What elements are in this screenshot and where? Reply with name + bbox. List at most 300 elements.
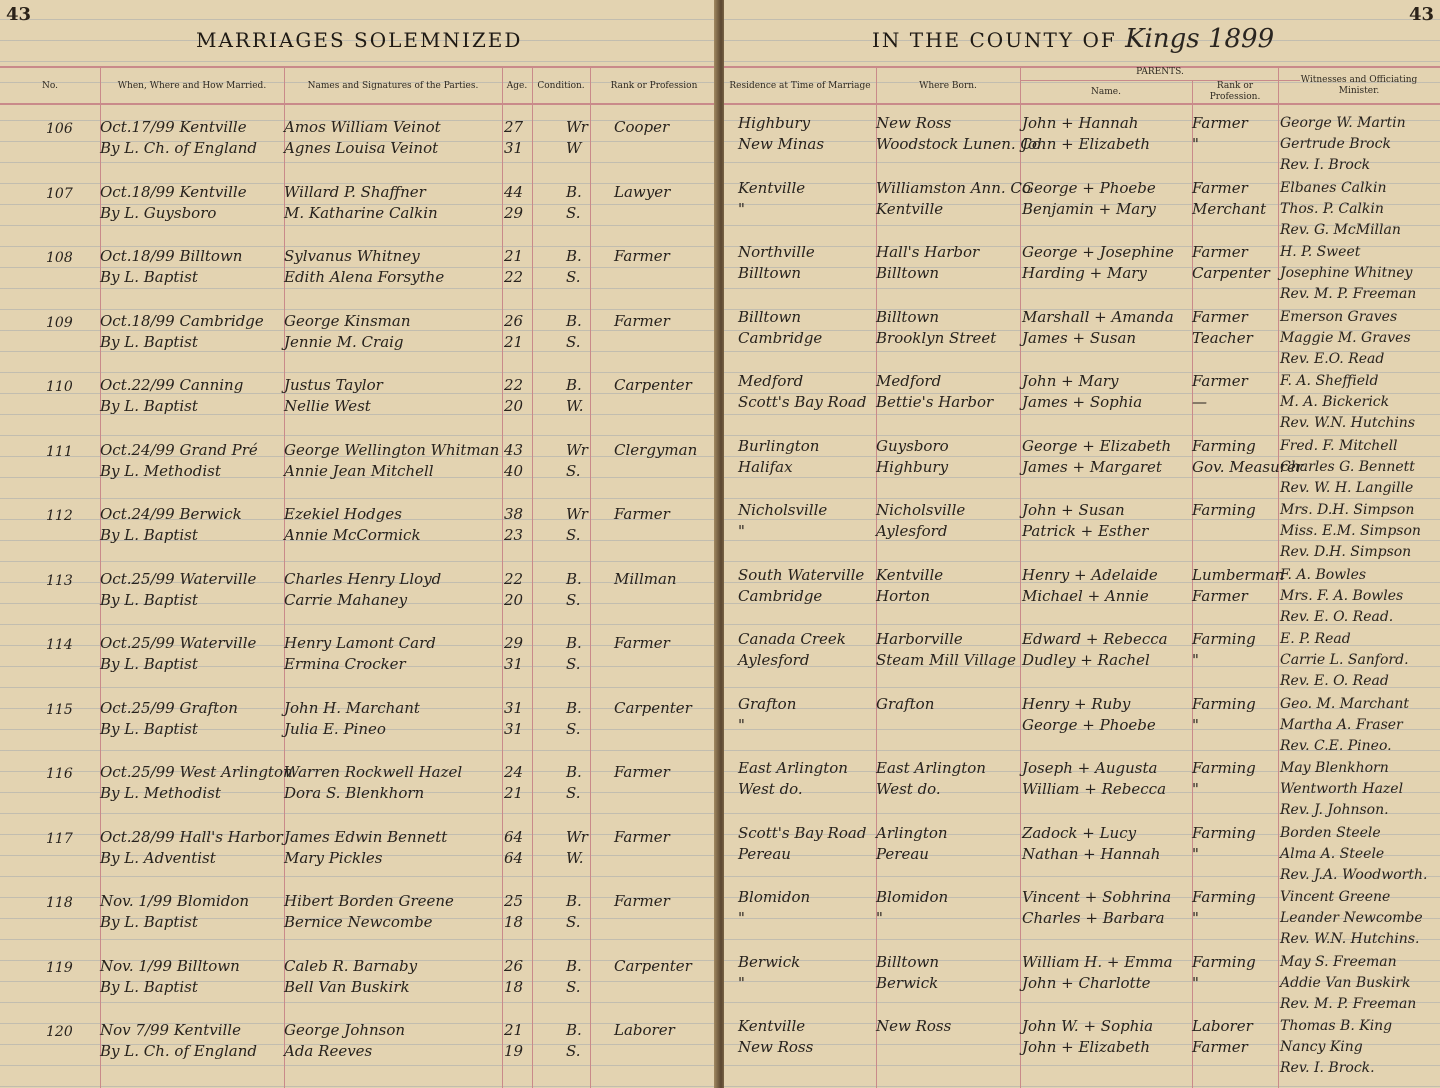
parent-rank: Farming: [1192, 694, 1256, 713]
parent-names: Edward + Rebecca: [1022, 630, 1168, 648]
witness-line: M. A. Bickerick: [1280, 394, 1390, 410]
party-rank: Farmer: [614, 505, 670, 523]
party-condition: B.: [566, 247, 582, 265]
birthplace: Highbury: [876, 457, 949, 476]
birthplace: Woodstock Lunen. Co: [876, 135, 1041, 153]
party-age: 18: [504, 977, 524, 996]
witness-line: Fred. F. Mitchell: [1280, 437, 1398, 454]
parent-rank: Farming: [1192, 436, 1256, 455]
parent-rank: ": [1192, 973, 1199, 992]
party-condition: S.: [566, 590, 581, 609]
parent-rank: —: [1192, 393, 1207, 411]
party-name: Carrie Mahaney: [284, 590, 408, 609]
party-condition: S.: [566, 655, 581, 673]
party-condition: S.: [566, 1042, 581, 1060]
witness-line: Thos. P. Calkin: [1280, 200, 1384, 217]
parent-rank: Farming: [1192, 759, 1256, 777]
party-name: Jennie M. Craig: [284, 332, 404, 351]
residence: ": [738, 522, 745, 540]
marriage-place: By L. Baptist: [100, 590, 198, 609]
residence: Highbury: [738, 114, 811, 132]
column-header-names: Names and Signatures of the Parties.: [307, 80, 479, 91]
birthplace: Blomidon: [876, 888, 949, 906]
residence: Billtown: [738, 307, 801, 326]
witness-line: Gertrude Brock: [1280, 136, 1391, 152]
entry-row-left: [0, 761, 718, 826]
residence: West do.: [738, 780, 803, 798]
residence: Billtown: [738, 264, 801, 282]
marriage-place: Oct.18/99 Billtown: [100, 247, 243, 265]
party-condition: Wr: [566, 440, 588, 459]
party-name: Bernice Newcombe: [284, 913, 433, 931]
party-age: 38: [504, 505, 524, 523]
witness-line: Leander Newcombe: [1280, 910, 1423, 926]
party-rank: Farmer: [614, 763, 670, 781]
party-name: Charles Henry Lloyd: [284, 569, 442, 588]
parent-names: John + Elizabeth: [1022, 1038, 1151, 1056]
witness-line: Rev. W.N. Hutchins.: [1280, 931, 1420, 947]
party-age: 20: [504, 397, 524, 415]
entry-row-left: [0, 697, 718, 762]
parent-names: William H. + Emma: [1022, 952, 1173, 971]
entry-number: 107: [46, 185, 73, 202]
party-name: Hibert Borden Greene: [284, 892, 454, 910]
party-condition: S.: [566, 977, 581, 996]
marriage-place: By L. Ch. of England: [100, 1042, 258, 1060]
left-page-title: MARRIAGES SOLEMNIZED: [196, 28, 523, 52]
marriage-place: Nov. 1/99 Blomidon: [100, 892, 250, 910]
parent-names: Michael + Annie: [1022, 586, 1149, 605]
birthplace: West do.: [876, 780, 941, 798]
residence: ": [738, 199, 745, 218]
entry-row-left: [0, 310, 718, 375]
entry-number: 113: [46, 572, 73, 589]
party-rank: Farmer: [614, 634, 670, 652]
party-condition: B.: [566, 698, 582, 717]
residence: Berwick: [738, 952, 801, 971]
parent-rank: Laborer: [1192, 1017, 1253, 1035]
witness-line: Borden Steele: [1280, 824, 1381, 841]
entry-row-left: [0, 245, 718, 310]
party-name: Henry Lamont Card: [284, 634, 436, 652]
witness-line: Rev. C.E. Pineo.: [1280, 737, 1392, 754]
marriage-place: By L. Baptist: [100, 977, 198, 996]
entry-number: 109: [46, 314, 73, 331]
residence: Blomidon: [738, 888, 811, 906]
parent-rank: Farming: [1192, 952, 1256, 971]
witness-line: Miss. E.M. Simpson: [1280, 523, 1421, 539]
residence: South Waterville: [738, 565, 865, 584]
birthplace: Medford: [876, 372, 942, 390]
party-name: George Johnson: [284, 1021, 406, 1039]
party-name: Mary Pickles: [284, 848, 383, 867]
party-condition: S.: [566, 526, 581, 544]
parent-names: Joseph + Augusta: [1022, 759, 1158, 777]
entry-row-right: [724, 241, 1440, 306]
marriage-place: Oct.17/99 Kentville: [100, 118, 247, 136]
entry-row-left: [0, 568, 718, 633]
right-page-number: 43: [1408, 4, 1434, 25]
parent-names: John + Mary: [1022, 372, 1119, 390]
marriage-place: Oct.18/99 Kentville: [100, 182, 247, 201]
entry-row-right: [724, 951, 1440, 1016]
party-age: 24: [504, 763, 524, 781]
column-header-parent-rank: Rank or Profession.: [1209, 81, 1261, 102]
party-condition: B.: [566, 634, 582, 652]
parent-names: John + Elizabeth: [1022, 135, 1151, 153]
party-condition: S.: [566, 461, 581, 480]
party-name: Willard P. Shaffner: [284, 182, 426, 201]
party-age: 25: [504, 892, 524, 910]
residence: East Arlington: [738, 759, 848, 777]
party-condition: Wr: [566, 118, 588, 136]
party-name: George Kinsman: [284, 311, 411, 330]
entry-row-right: [724, 1015, 1440, 1080]
residence: Scott's Bay Road: [738, 823, 867, 842]
party-age: 19: [504, 1042, 524, 1060]
witness-line: Charles G. Bennett: [1280, 458, 1415, 475]
entry-number: 111: [46, 443, 73, 460]
entry-row-left: [0, 955, 718, 1020]
party-age: 29: [504, 634, 524, 652]
witness-line: Rev. M. P. Freeman: [1280, 995, 1417, 1012]
witness-line: Rev. J. Johnson.: [1280, 802, 1389, 818]
party-age: 64: [504, 848, 524, 867]
birthplace: Hall's Harbor: [876, 243, 980, 261]
parent-names: Dudley + Rachel: [1022, 651, 1150, 669]
witness-line: Emerson Graves: [1280, 308, 1398, 325]
marriage-place: Oct.22/99 Canning: [100, 376, 244, 394]
residence: Kentville: [738, 1017, 806, 1035]
marriage-place: By L. Baptist: [100, 268, 198, 286]
party-rank: Cooper: [614, 118, 670, 136]
witness-line: Rev. M. P. Freeman: [1280, 286, 1417, 302]
marriage-place: By L. Methodist: [100, 784, 221, 802]
residence: Kentville: [738, 178, 806, 197]
marriage-place: Oct.28/99 Hall's Harbor: [100, 827, 283, 846]
parent-rank: Merchant: [1192, 199, 1267, 218]
marriage-place: By L. Baptist: [100, 526, 198, 544]
party-name: John H. Marchant: [284, 698, 420, 717]
parent-rank: Farming: [1192, 888, 1256, 906]
residence: Cambridge: [738, 328, 823, 347]
party-age: 21: [504, 332, 524, 351]
party-rank: Carpenter: [614, 956, 692, 975]
entry-row-right: [724, 306, 1440, 371]
party-name: Sylvanus Whitney: [284, 247, 420, 265]
witness-line: George W. Martin: [1280, 115, 1406, 131]
marriage-place: Oct.24/99 Grand Pré: [100, 440, 258, 459]
marriage-place: Oct.25/99 Waterville: [100, 634, 257, 652]
parent-rank: Farmer: [1192, 243, 1248, 261]
column-header-residence: Residence at Time of Marriage: [729, 80, 871, 91]
residence: Northville: [738, 243, 815, 261]
entry-row-right: [724, 499, 1440, 564]
county-name: Kings: [1125, 24, 1200, 54]
birthplace: Grafton: [876, 694, 935, 713]
witness-line: Vincent Greene: [1280, 889, 1391, 905]
residence: Pereau: [738, 844, 791, 863]
entry-row-left: [0, 632, 718, 697]
witness-line: Rev. G. McMillan: [1280, 221, 1401, 238]
parent-rank: Farmer: [1192, 178, 1248, 197]
entry-number: 115: [46, 701, 73, 718]
party-name: Annie Jean Mitchell: [284, 461, 434, 480]
marriage-place: By L. Adventist: [100, 848, 216, 867]
residence: Nicholsville: [738, 501, 828, 519]
witness-line: Rev. E.O. Read: [1280, 350, 1385, 367]
marriage-place: By L. Baptist: [100, 332, 198, 351]
witness-line: Martha A. Fraser: [1280, 716, 1403, 733]
left-page: [0, 0, 718, 1088]
parent-rank: Farmer: [1192, 307, 1248, 326]
birthplace: Aylesford: [876, 522, 948, 540]
parent-rank: Farming: [1192, 630, 1256, 648]
party-condition: B.: [566, 892, 582, 910]
parent-names: Henry + Adelaide: [1022, 565, 1158, 584]
residence: ": [738, 715, 745, 734]
party-age: 40: [504, 461, 524, 480]
column-header-when: When, Where and How Married.: [117, 80, 267, 91]
parent-names: Marshall + Amanda: [1022, 307, 1174, 326]
residence: Cambridge: [738, 586, 823, 605]
parent-names: George + Josephine: [1022, 243, 1174, 261]
witness-line: Wentworth Hazel: [1280, 781, 1404, 797]
parent-names: John W. + Sophia: [1022, 1017, 1154, 1035]
parent-names: George + Phoebe: [1022, 178, 1156, 197]
party-name: Annie McCormick: [284, 526, 421, 544]
party-rank: Carpenter: [614, 376, 692, 394]
residence: Halifax: [738, 457, 793, 476]
marriage-place: By L. Baptist: [100, 397, 198, 415]
entry-row-right: [724, 435, 1440, 500]
parent-names: John + Hannah: [1022, 114, 1139, 132]
party-condition: B.: [566, 376, 582, 394]
parent-rank: Gov. Measurer: [1192, 457, 1303, 476]
entry-row-right: [724, 886, 1440, 951]
entry-row-right: [724, 177, 1440, 242]
birthplace: Kentville: [876, 199, 944, 218]
party-age: 43: [504, 440, 524, 459]
parent-names: Benjamin + Mary: [1022, 199, 1156, 218]
column-header-born: Where Born.: [919, 80, 977, 91]
entry-number: 110: [46, 379, 73, 395]
residence: ": [738, 909, 745, 927]
witness-line: May Blenkhorn: [1280, 760, 1389, 776]
party-name: Justus Taylor: [284, 376, 383, 394]
witness-line: Mrs. F. A. Bowles: [1280, 587, 1404, 604]
party-name: M. Katharine Calkin: [284, 203, 438, 222]
witness-line: Rev. D.H. Simpson: [1280, 544, 1412, 560]
party-age: 23: [504, 526, 524, 544]
title-prefix: IN THE COUNTY OF: [872, 28, 1117, 52]
parent-rank: ": [1192, 651, 1199, 669]
party-age: 31: [504, 719, 524, 738]
party-name: Warren Rockwell Hazel: [284, 763, 463, 781]
parent-names: Vincent + Sobhrina: [1022, 888, 1172, 906]
parent-names: James + Sophia: [1022, 393, 1143, 411]
party-age: 21: [504, 784, 524, 802]
party-condition: W.: [566, 848, 584, 867]
witness-line: F. A. Bowles: [1280, 566, 1367, 583]
party-age: 22: [504, 268, 524, 286]
party-condition: B.: [566, 311, 582, 330]
residence: Burlington: [738, 436, 820, 455]
witness-line: Rev. E. O. Read: [1280, 673, 1389, 689]
marriage-place: By L. Baptist: [100, 913, 198, 931]
witness-line: Rev. E. O. Read.: [1280, 608, 1394, 625]
party-rank: Lawyer: [614, 182, 671, 201]
party-age: 26: [504, 956, 524, 975]
register-year: 1899: [1207, 24, 1275, 54]
witness-line: May S. Freeman: [1280, 953, 1397, 970]
party-age: 29: [504, 203, 524, 222]
party-age: 22: [504, 569, 524, 588]
party-age: 31: [504, 139, 524, 157]
parent-names: Nathan + Hannah: [1022, 844, 1161, 863]
party-condition: W.: [566, 397, 584, 415]
party-name: Caleb R. Barnaby: [284, 956, 418, 975]
marriage-place: Nov. 1/99 Billtown: [100, 956, 240, 975]
birthplace: Billtown: [876, 952, 939, 971]
party-name: Ermina Crocker: [284, 655, 406, 673]
witness-line: Alma A. Steele: [1280, 845, 1385, 862]
parent-names: William + Rebecca: [1022, 780, 1167, 798]
witness-line: Rev. I. Brock.: [1280, 1060, 1375, 1076]
marriage-place: Oct.25/99 West Arlington: [100, 763, 293, 781]
party-condition: B.: [566, 763, 582, 781]
parent-names: Charles + Barbara: [1022, 909, 1165, 927]
party-condition: Wr: [566, 505, 588, 523]
left-page-number: 43: [6, 4, 32, 25]
birthplace: ": [876, 909, 883, 927]
entry-number: 119: [46, 959, 73, 976]
party-age: 21: [504, 247, 524, 265]
birthplace: Berwick: [876, 973, 939, 992]
birthplace: Nicholsville: [876, 501, 966, 519]
witness-line: H. P. Sweet: [1280, 244, 1361, 260]
parent-names: James + Margaret: [1022, 457, 1162, 476]
party-condition: W: [566, 139, 582, 157]
party-rank: Farmer: [614, 311, 670, 330]
party-name: Edith Alena Forsythe: [284, 268, 445, 286]
birthplace: Guysboro: [876, 436, 949, 455]
marriage-place: Oct.18/99 Cambridge: [100, 311, 264, 330]
entry-number: 108: [46, 250, 73, 266]
party-age: 20: [504, 590, 524, 609]
party-name: Dora S. Blenkhorn: [284, 784, 425, 802]
party-condition: S.: [566, 268, 581, 286]
parent-rank: Farmer: [1192, 1038, 1248, 1056]
party-age: 18: [504, 913, 524, 931]
birthplace: New Ross: [876, 114, 952, 132]
party-condition: S.: [566, 784, 581, 802]
parent-rank: Carpenter: [1192, 264, 1270, 282]
parent-rank: Teacher: [1192, 328, 1253, 347]
birthplace: Arlington: [876, 823, 948, 842]
parent-rank: Farming: [1192, 823, 1256, 842]
entry-number: 118: [46, 895, 73, 911]
parent-rank: ": [1192, 844, 1199, 863]
parent-rank: Farming: [1192, 501, 1256, 519]
marriage-place: Oct.24/99 Berwick: [100, 505, 242, 523]
entry-row-right: [724, 112, 1440, 177]
residence: Aylesford: [738, 651, 810, 669]
birthplace: Billtown: [876, 307, 939, 326]
residence: New Minas: [738, 135, 825, 153]
parent-names: Henry + Ruby: [1022, 694, 1131, 713]
column-header-rank: Rank or Profession: [610, 80, 698, 91]
entry-row-left: [0, 890, 718, 955]
birthplace: Bettie's Harbor: [876, 393, 994, 411]
entry-row-left: [0, 503, 718, 568]
party-condition: Wr: [566, 827, 588, 846]
witness-line: Josephine Whitney: [1280, 265, 1413, 281]
party-rank: Millman: [614, 569, 677, 588]
column-header-witnesses: Witnesses and Officiating Minister.: [1300, 75, 1418, 96]
entry-number: 120: [46, 1024, 73, 1040]
party-name: Nellie West: [284, 397, 371, 415]
entry-row-left: [0, 181, 718, 246]
birthplace: Horton: [876, 586, 931, 605]
parent-names: George + Phoebe: [1022, 715, 1156, 734]
column-header-condition: Condition.: [537, 80, 585, 91]
party-name: James Edwin Bennett: [284, 827, 448, 846]
witness-line: Rev. I. Brock: [1280, 157, 1371, 173]
birthplace: Billtown: [876, 264, 939, 282]
parent-rank: Farmer: [1192, 586, 1248, 605]
parent-names: John + Susan: [1022, 501, 1125, 519]
party-age: 44: [504, 182, 524, 201]
party-rank: Farmer: [614, 827, 670, 846]
party-condition: S.: [566, 913, 581, 931]
marriage-place: By L. Guysboro: [100, 203, 217, 222]
birthplace: Pereau: [876, 844, 929, 863]
party-name: Bell Van Buskirk: [284, 977, 410, 996]
marriage-place: Nov 7/99 Kentville: [100, 1021, 241, 1039]
party-rank: Laborer: [614, 1021, 675, 1039]
entry-row-right: [724, 822, 1440, 887]
witness-line: Nancy King: [1280, 1039, 1363, 1055]
birthplace: New Ross: [876, 1017, 952, 1035]
header-bottom-rule: [724, 103, 1440, 105]
residence: Grafton: [738, 694, 797, 713]
witness-line: Rev. J.A. Woodworth.: [1280, 866, 1428, 883]
birthplace: Williamston Ann. Co: [876, 178, 1031, 197]
party-condition: B.: [566, 956, 582, 975]
birthplace: Kentville: [876, 565, 944, 584]
header-top-rule: [0, 66, 718, 68]
parent-names: George + Elizabeth: [1022, 436, 1172, 455]
party-name: Ezekiel Hodges: [284, 505, 402, 523]
party-name: Ada Reeves: [284, 1042, 373, 1060]
header-bottom-rule: [0, 103, 718, 105]
parent-names: John + Charlotte: [1022, 973, 1151, 992]
party-age: 31: [504, 655, 524, 673]
residence: Medford: [738, 372, 804, 390]
witness-line: Mrs. D.H. Simpson: [1280, 502, 1415, 518]
party-age: 26: [504, 311, 524, 330]
parent-rank: Lumberman: [1192, 565, 1285, 584]
parent-names: Zadock + Lucy: [1022, 823, 1137, 842]
witness-line: Rev. W.N. Hutchins: [1280, 415, 1416, 431]
residence: Canada Creek: [738, 630, 846, 648]
witness-line: Addie Van Buskirk: [1280, 974, 1411, 991]
entry-row-left: [0, 374, 718, 439]
entry-row-left: [0, 439, 718, 504]
parent-rank: Farmer: [1192, 372, 1248, 390]
residence: New Ross: [738, 1038, 814, 1056]
